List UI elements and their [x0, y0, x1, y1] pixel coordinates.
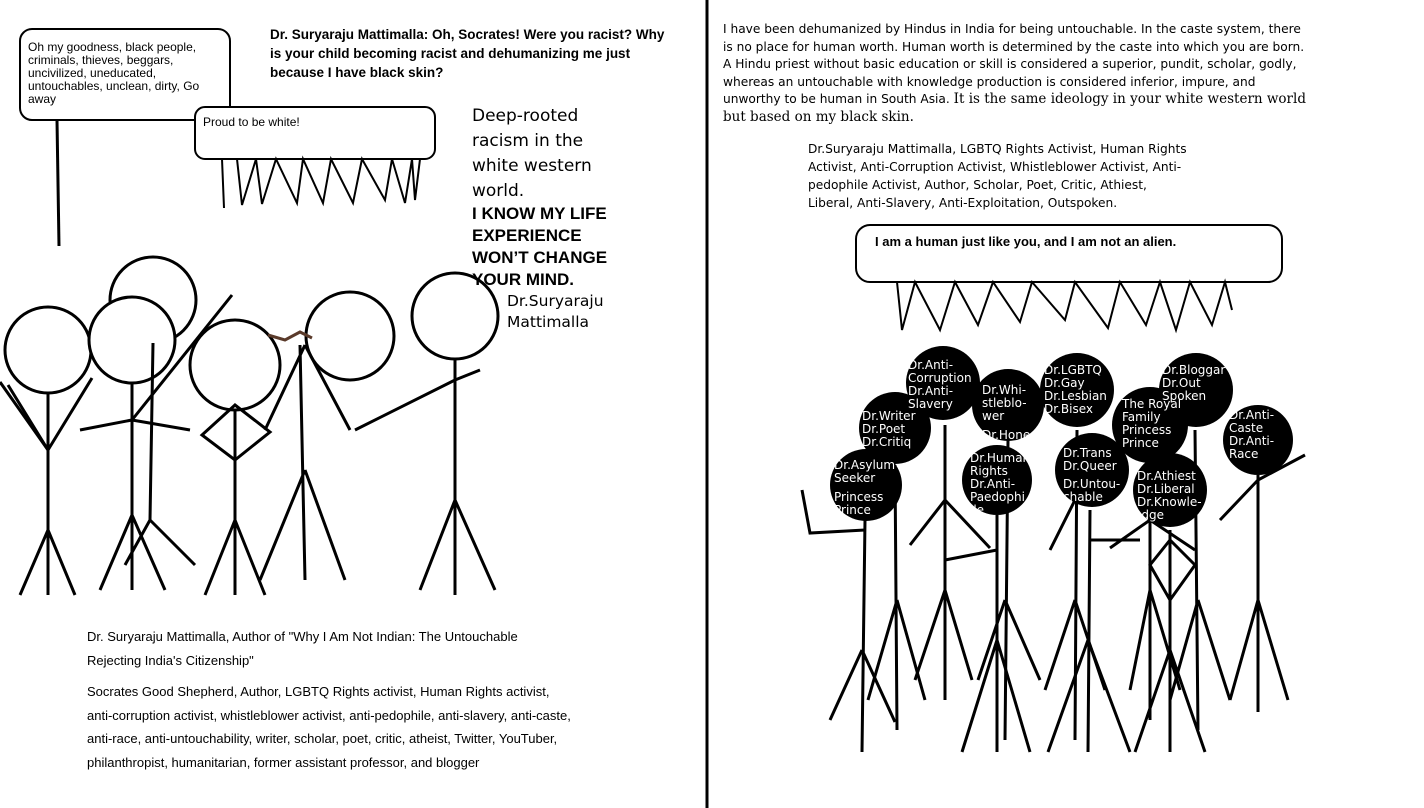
credentials-paragraph: Dr.Suryaraju Mattimalla, LGBTQ Rights Activist, Human Rights Activist, Anti-Corruption Activist, Whistleblower Activist, Anti-pedophile Activist, Author, Scholar, Poet, Critic, Athiest, Liberal, Anti-Slavery, Anti-Exploitation, Outspoken.	[808, 142, 1187, 210]
head-label-asylum: Dr.Asylum Seeker Princess Prince	[834, 458, 896, 517]
paragraph-tail: It is the same ideology in your white western world but based on my black skin.	[723, 91, 1306, 125]
signature-caption: Dr.Suryaraju Mattimalla	[507, 292, 604, 331]
bubble-proud-text: Proud to be white!	[203, 115, 300, 129]
head-label-writer: Dr.Writer Dr.Poet Dr.Critiq	[862, 409, 916, 449]
head-label-anti-caste: Dr.Anti- Caste Dr.Anti- Race	[1229, 408, 1275, 461]
head-label-bloggar: Dr.Bloggar Dr.Out Spoken	[1162, 363, 1226, 403]
author-bio: Socrates Good Shepherd, Author, LGBTQ Rights activist, Human Rights activist, anti-corruption activist, whistleblower activist, anti-pedophile, anti-slavery, anti-caste, anti-race, anti-untouchability, writer, scholar, poet, critic, atheist, Twitter, YouTuber, philanthropist, humanitarian, former assistant professor, and blogger	[87, 684, 571, 770]
paragraph-main: I have been dehumanized by Hindus in India for being untouchable. In the caste system, there is no place for human worth. Human worth is determined by the caste into which you are born. A Hindu priest without basic education or skill is considered a superior, pundit, scholar, godly, whereas an untouchable with knowledge production is considered inferior, impure, and unworthy to be human in South Asia.	[723, 22, 1305, 106]
head-label-lgbtq: Dr.LGBTQ Dr.Gay Dr.Lesbian Dr.Bisex	[1044, 363, 1107, 416]
author-line: Dr. Suryaraju Mattimalla, Author of "Why I Am Not Indian: The Untouchable Rejecting India's Citizenship"	[87, 629, 518, 668]
dehumanized-paragraph	[723, 21, 1313, 126]
head-label-trans: Dr.Trans Dr.Queer Dr.Untou- chable	[1063, 446, 1121, 504]
head-label-human-rights: Dr.Human Rights Dr.Anti- Paedophi lle	[970, 451, 1031, 517]
bubble-racist-text: Oh my goodness, black people, criminals, thieves, beggars, uncivilized, uneducated, untouchables, unclean, dirty, Go away	[28, 40, 200, 106]
head-label-anti-corruption: Dr.Anti- Corruption Dr.Anti- Slavery	[908, 358, 972, 411]
deep-rooted-caption: Deep-rooted racism in the white western world.	[472, 106, 592, 201]
question-to-socrates: Dr. Suryaraju Mattimalla: Oh, Socrates! Were you racist? Why is your child becoming racist and dehumanizing me just because I have black skin?	[270, 27, 665, 80]
head-label-whistleblower: Dr.Whi- stleblo- wer Dr.Honest	[982, 383, 1042, 442]
bubble-human-text: I am a human just like you, and I am not an alien.	[875, 234, 1177, 249]
stick-figures-left	[0, 257, 498, 595]
head-label-royal: The Royal Family Princess Prince	[1122, 397, 1182, 450]
life-experience-caption: I KNOW MY LIFE EXPERIENCE WON’T CHANGE YOUR MIND.	[472, 204, 608, 289]
head-label-athiest: Dr.Athiest Dr.Liberal Dr.Knowle- -dge	[1137, 469, 1202, 522]
